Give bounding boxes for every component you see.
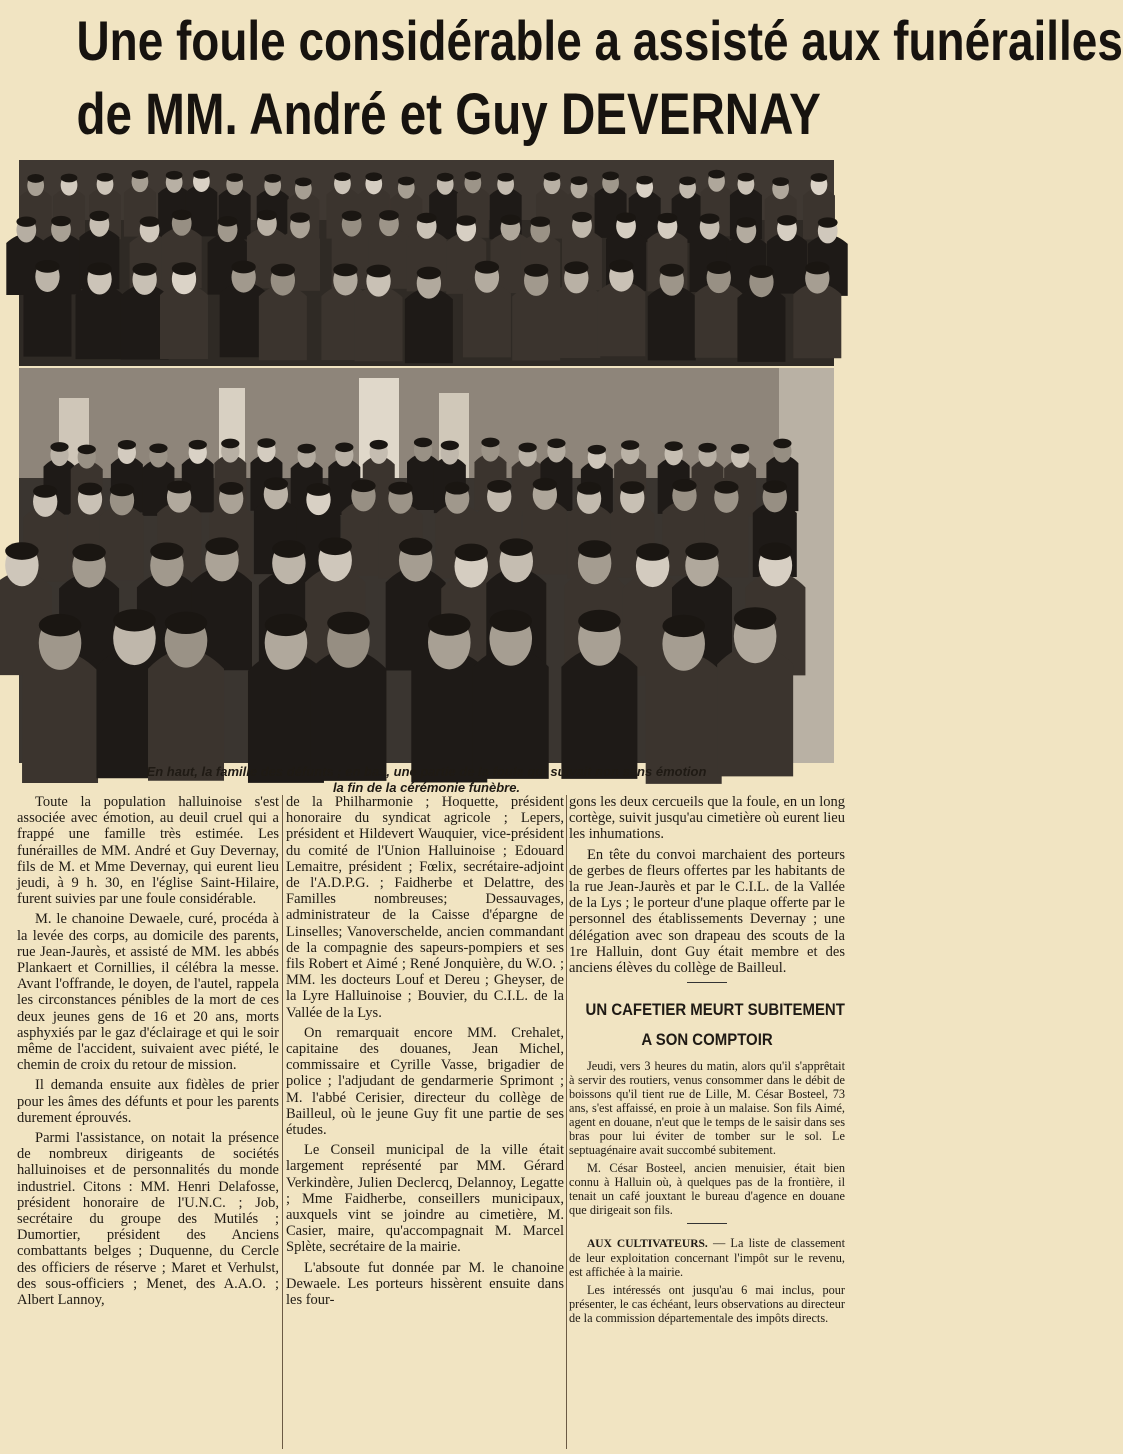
crowd-photo-image (19, 368, 834, 763)
article-paragraph: L'absoute fut donnée par M. le chanoine Dewaele. Les porteurs hissèrent ensuite dans les four- (286, 1259, 564, 1309)
article-column-1 (17, 794, 279, 1312)
photo-caption (19, 764, 834, 796)
family-photo-image (19, 160, 834, 366)
headline-line-2: de MM. André et Guy DEVERNAY (76, 82, 821, 147)
photo-caption-line-1: En haut, la famille des défunts ; en bas, une partie de la foule qui suivait non sans émotion (146, 764, 707, 779)
article-paragraph: de la Philharmonie ; Hoquette, président honoraire du syndicat agricole ; Lepers, président et Hildevert Wauquier, vice-président du comité de l'Union Halluinoise ; Edouard Lemaitre, président ; Fœlix, secrétaire-adjoint de l'A.D.P.G. ; Faidherbe et Delattre, des Familles nombreuses; Dessauvages, administrateur de la Caisse d'épargne de Linselles; Vanoverschelde, ancien commandant de la compagnie des sapeurs-pompiers et ses fils Robert et Aimé ; René Jonquière, du W.O. ; MM. les docteurs Louf et Dereu ; Gheyser, de la Lyre Halluinoise ; Bouvier, du C.I.L. de la Vallée de la Lys. (286, 794, 564, 1021)
brief-title-line-2: A SON COMPTOIR (641, 1030, 773, 1050)
article-column-2 (286, 794, 564, 1312)
family-photo (19, 160, 834, 366)
notice-title: AUX CULTIVATEURS. (587, 1238, 708, 1251)
article-paragraph: M. le chanoine Dewaele, curé, procéda à la levée des corps, au domicile des parents, rue Jean-Jaurès, et assisté de MM. les abbés Plankaert et Cornillies, il célébra la messe. Avant l'offrande, le doyen, de l'autel, rappela les circonstances pénibles de la mort de ces deux jeunes gens de 16 et 20 ans, morts asphyxiés par le gaz d'éclairage et qui le soir même de l'accident, suivaient avec piété, le chemin de croix du retour de mission. (17, 911, 279, 1074)
section-separator (687, 982, 727, 983)
column-divider (282, 795, 283, 1449)
article-paragraph: gons les deux cercueils que la foule, en un long cortège, suivit jusqu'au cimetière où eurent lieu les inhumations. (569, 794, 845, 843)
brief-paragraph: Jeudi, vers 3 heures du matin, alors qu'il s'apprêtait à servir des routiers, venus consommer dans le débit de boissons qu'il tient rue de Lille, M. César Bosteel, 73 ans, s'est affaissé, en proie à un malaise. Son fils Aimé, agent en douane, n'eut que le temps de le saisir dans ses bras pour lui éviter de tomber sur le sol. Le septuagénaire avait succombé subitement. (569, 1059, 845, 1158)
notice-text: — La liste de classement de leur exploitation concernant l'impôt sur le revenu, est affichée à la mairie. (569, 1236, 845, 1280)
photo-caption-line-2: la fin de la cérémonie funèbre. (332, 780, 521, 795)
article-paragraph: Toute la population halluinoise s'est associée avec émotion, au deuil cruel qui a frappé une famille très estimée. Les funérailles de MM. André et Guy Devernay, fils de M. et Mme Devernay, qui eurent lieu jeudi, à 9 h. 30, en l'église Saint-Hilaire, furent suivies par une foule considérable. (17, 794, 279, 908)
crowd-photo (19, 368, 834, 763)
article-paragraph: En tête du convoi marchaient des porteurs de gerbes de fleurs offertes par les habitants de la rue Jean-Jaurès et par le C.I.L. de la Vallée de la Lys ; le porteur d'une plaque offerte par le personnel des établissements Devernay ; une délégation avec son drapeau des scouts de la 1re Halluin, dont Guy était membre et des anciens élèves du collège de Bailleul. (569, 846, 845, 977)
article-column-3 (569, 794, 845, 1329)
article-paragraph: Le Conseil municipal de la ville était largement représenté par MM. Gérard Verkindère, Julien Declercq, Delannoy, Legatte ; Mme Faidherbe, conseillers municipaux, auxquels vint se joindre au cimetière, M. Casier, maire, qu'accompagnait M. Marcel Splète, secrétaire de la mairie. (286, 1142, 564, 1256)
section-separator (687, 1223, 727, 1224)
article-paragraph: Il demanda ensuite aux fidèles de prier pour les âmes des défunts et pour les parents durement éprouvés. (17, 1077, 279, 1126)
brief-title-line-1: UN CAFETIER MEURT SUBITEMENT (585, 1000, 845, 1020)
notice-paragraph: Les intéressés ont jusqu'au 6 mai inclus, pour présenter, le cas échéant, leurs observations au directeur de la commission départementale des impôts directs. (569, 1283, 845, 1326)
column-divider (566, 795, 567, 1449)
article-paragraph: Parmi l'assistance, on notait la présence de nombreux dirigeants de sociétés halluinoises et de personnalités du monde industriel. Citons : MM. Henri Delafosse, président honoraire de l'U.N.C. ; Job, secrétaire du groupe des Mutilés ; Dumortier, président des Anciens combattants belges ; Duquenne, du Cercle des officiers de réserve ; Maret et Verhulst, des sous-officiers ; Menet, des A.A.O. ; Albert Lannoy, (17, 1130, 279, 1309)
notice-article (569, 1236, 845, 1325)
article-paragraph: On remarquait encore MM. Crehalet, capitaine des douanes, Jean Michel, commissaire et Cyrille Vasse, brigadier de police ; l'adjudant de gendarmerie Sprimont ; M. l'abbé Cerisier, directeur du collège de Bailleul, où le jeune Guy fit une partie de ses études. (286, 1024, 564, 1139)
brief-article (569, 1059, 845, 1217)
headline-line-1: Une foule considérable a assisté aux funérailles (76, 9, 1123, 72)
brief-paragraph: M. César Bosteel, ancien menuisier, était bien connu à Halluin où, à quelques pas de la frontière, il tenait un café jouxtant le bureau d'agence en douane que dirigeait son fils. (569, 1161, 845, 1218)
